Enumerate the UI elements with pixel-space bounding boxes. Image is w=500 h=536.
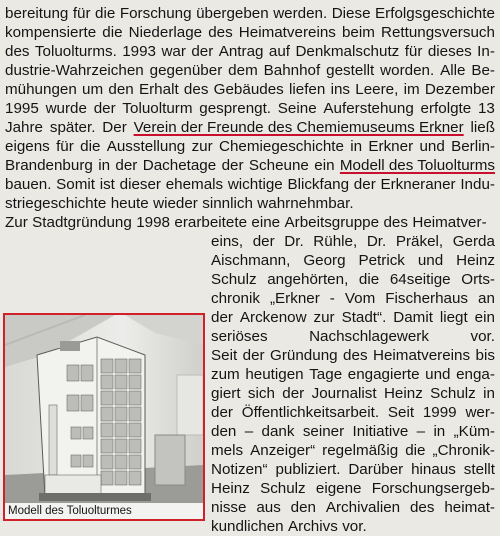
word: zum: [211, 366, 240, 383]
word: werden.: [273, 5, 328, 22]
word: später.: [49, 119, 96, 136]
word: dieser: [119, 176, 161, 193]
word: und: [419, 138, 445, 155]
word: sich: [247, 385, 275, 402]
word: die: [95, 5, 116, 22]
word: Be-: [471, 62, 495, 79]
word: Arckenow: [239, 309, 307, 326]
word: „Chronik-: [432, 442, 495, 459]
word: Schulz: [260, 480, 306, 497]
word: Denkmalschutz: [295, 43, 400, 60]
text-line: [5, 42, 495, 61]
word: übergeben: [196, 5, 269, 22]
word: Alle: [440, 62, 466, 79]
word: in: [98, 157, 111, 174]
figure-caption: Modell des Toluolturmes: [5, 503, 203, 519]
word: Notizen“: [211, 461, 268, 478]
text-line: [211, 498, 495, 517]
word: ist: [99, 176, 115, 193]
word: wahrnehmbar.: [257, 195, 354, 212]
word: liefen: [289, 81, 326, 98]
word: -: [329, 290, 335, 307]
word: Tage: [309, 366, 343, 383]
word: des: [409, 499, 435, 516]
word: Archivs: [288, 518, 338, 535]
word: und: [417, 252, 444, 269]
word: eine: [251, 214, 281, 231]
word: vor.: [470, 328, 495, 345]
text-line: [211, 460, 495, 479]
word: Scheune: [248, 157, 309, 174]
word: heimat-: [444, 499, 495, 516]
word: Rühle,: [313, 233, 358, 250]
word: Aischmann,: [211, 252, 291, 269]
word: gesprengt.: [199, 100, 272, 117]
text-line: [211, 365, 495, 384]
word: der: [242, 347, 265, 364]
word: kundlichen: [211, 518, 284, 535]
word: des: [183, 81, 209, 98]
word: Niederlage: [128, 24, 203, 41]
word: und: [425, 366, 451, 383]
word: „Erkner: [269, 290, 320, 307]
word: giert: [211, 385, 241, 402]
word: in: [433, 423, 446, 440]
word: Blickfang: [287, 176, 350, 193]
word: der: [353, 176, 376, 193]
word: Chemiegeschichte: [218, 138, 344, 155]
word: Rettungsversuch: [380, 24, 495, 41]
word: –: [416, 423, 426, 440]
word: den: [108, 81, 134, 98]
word: Brandenburg: [5, 157, 93, 174]
word: der: [115, 157, 138, 174]
word: mühungen: [5, 81, 77, 98]
word: zur: [313, 309, 335, 326]
figure-tower-model: [3, 313, 205, 521]
word: der: [211, 309, 233, 326]
word: gestellt: [326, 62, 375, 79]
text-line: [5, 23, 495, 42]
word: heutigen: [245, 366, 304, 383]
word: für: [72, 5, 91, 22]
highlighted-phrase: Modell des Toluolturms: [339, 157, 495, 174]
word: Präkel,: [395, 233, 444, 250]
word: ehemals: [165, 176, 224, 193]
word: ein: [314, 157, 335, 174]
word: die: [102, 24, 123, 41]
word: wurde: [45, 100, 87, 117]
text-line: [211, 289, 495, 308]
word: sinnlich: [202, 195, 253, 212]
text-line: [211, 517, 495, 536]
word: Initiative: [352, 423, 409, 440]
word: seriöses: [211, 328, 268, 345]
word: bauen.: [5, 176, 52, 193]
word: die: [358, 271, 380, 288]
text-line: [211, 232, 495, 251]
word: dieses: [427, 43, 472, 60]
word: mels: [211, 442, 244, 459]
word: Toluolturm: [122, 100, 193, 117]
word: worden.: [380, 62, 435, 79]
word: ins: [330, 81, 350, 98]
text-line: [211, 441, 495, 460]
word: Erhalt: [138, 81, 179, 98]
word: eigens: [5, 138, 50, 155]
word: Heimatvereins: [373, 347, 471, 364]
word: Zur: [5, 214, 28, 231]
word: des: [343, 347, 368, 364]
word: erfolgte: [420, 100, 472, 117]
text-line: [5, 137, 495, 156]
word: Orts-: [461, 271, 495, 288]
word: liegt: [439, 309, 468, 326]
word: auf: [268, 43, 291, 60]
word: Fischerhaus: [385, 290, 469, 307]
word: Jahre: [5, 119, 43, 136]
word: Anzeiger“: [250, 442, 316, 459]
word: hinaus: [411, 461, 456, 478]
word: der: [93, 100, 116, 117]
word: Damit: [393, 309, 433, 326]
word: Ausstellung: [106, 138, 186, 155]
word: Antrag: [218, 43, 264, 60]
word: ein: [474, 309, 495, 326]
word: Georg: [303, 252, 346, 269]
word: Schulz: [430, 385, 476, 402]
word: chronik: [211, 290, 260, 307]
word: kompensierte: [5, 24, 97, 41]
word: Petrick: [358, 252, 405, 269]
word: Dr.: [284, 233, 304, 250]
word: 1993: [122, 43, 157, 60]
word: ließ: [470, 119, 495, 136]
word: gegenüber: [149, 62, 223, 79]
word: 1998: [136, 214, 171, 231]
word: in: [483, 385, 495, 402]
word: dem: [228, 62, 258, 79]
word: Leere,: [355, 81, 399, 98]
word: nisse: [211, 499, 247, 516]
word: in: [350, 138, 363, 155]
word: im: [403, 81, 420, 98]
word: der: [191, 43, 214, 60]
highlighted-phrase: Verein der Freunde des Chemiemuseums Erkner: [133, 119, 464, 136]
word: Dezember: [424, 81, 495, 98]
word: regelmäßig: [322, 442, 399, 459]
word: stellt: [463, 461, 495, 478]
word: Auferstehung: [323, 100, 414, 117]
word: Heimatver-: [412, 214, 487, 231]
word: Archivalien: [325, 499, 401, 516]
word: Dachetage: [142, 157, 217, 174]
text-line: [211, 251, 495, 270]
word: publiziert.: [275, 461, 341, 478]
word: war: [161, 43, 186, 60]
word: heute: [110, 195, 149, 212]
word: Schulz: [211, 271, 257, 288]
word: Erkneraner: [380, 176, 456, 193]
word: aus: [256, 499, 281, 516]
word: der: [282, 385, 305, 402]
word: Berlin-: [451, 138, 495, 155]
word: Erfolgsgeschichte: [375, 5, 495, 22]
text-line: [5, 4, 495, 23]
text-line: [211, 479, 495, 498]
word: angehörten,: [267, 271, 349, 288]
word: wichtige: [227, 176, 283, 193]
word: zur: [191, 138, 213, 155]
word: bis: [475, 347, 495, 364]
word: bereitung: [5, 5, 69, 22]
word: Forschung: [119, 5, 192, 22]
word: Gebäudes: [213, 81, 284, 98]
word: Heinz: [211, 480, 250, 497]
word: 1995: [5, 100, 39, 117]
word: Bahnhof: [263, 62, 321, 79]
word: 1999: [422, 404, 457, 421]
word: striegeschichte: [5, 195, 107, 212]
word: Dr.: [366, 233, 387, 250]
word: den: [211, 423, 237, 440]
word: Erkner: [368, 138, 414, 155]
word: die: [405, 442, 426, 459]
word: des: [208, 24, 233, 41]
word: um: [82, 81, 104, 98]
word: für: [404, 43, 423, 60]
text-line: [211, 308, 495, 327]
word: den: [290, 499, 316, 516]
text-line: [5, 61, 495, 80]
text-line: [211, 327, 495, 346]
tower-model-photo: [5, 315, 203, 503]
word: Gerda: [452, 233, 495, 250]
word: dustrie-Wahrzeichen: [5, 62, 144, 79]
word: Gründung: [270, 347, 338, 364]
word: Arbeitsgruppe: [284, 214, 380, 231]
word: In-: [477, 43, 495, 60]
word: der: [221, 157, 244, 174]
word: Seine: [277, 100, 317, 117]
text-line: [5, 194, 495, 213]
word: Toluolturms.: [34, 43, 117, 60]
word: der: [252, 233, 275, 250]
word: Diese: [331, 5, 371, 22]
word: Vom: [344, 290, 376, 307]
word: Heinz: [383, 385, 423, 402]
word: Somit: [56, 176, 95, 193]
word: „Küm-: [453, 423, 495, 440]
word: wieder: [153, 195, 198, 212]
word: beim: [341, 24, 375, 41]
text-line: [211, 384, 495, 403]
word: Stadt“.: [341, 309, 387, 326]
word: vor.: [342, 518, 367, 535]
word: enga-: [456, 366, 495, 383]
word: des: [383, 214, 408, 231]
word: Öffentlichkeitsarbeit.: [241, 404, 380, 421]
text-line: [211, 422, 495, 441]
word: Heimatvereins: [238, 24, 336, 41]
text-line: [211, 403, 495, 422]
word: Stadtgründung: [32, 214, 132, 231]
word: erarbeitete: [174, 214, 248, 231]
word: 64seitige: [389, 271, 451, 288]
word: Indu-: [460, 176, 495, 193]
text-line: [5, 213, 495, 232]
text-line: [211, 346, 495, 365]
text-line: [5, 118, 495, 137]
text-line: [5, 80, 495, 99]
word: des: [5, 43, 30, 60]
word: 13: [477, 100, 495, 117]
word: Heinz: [456, 252, 495, 269]
word: seiner: [302, 423, 345, 440]
word: eigene: [315, 480, 362, 497]
word: Seit: [211, 347, 238, 364]
word: der: [211, 404, 233, 421]
word: Forschungsergeb-: [371, 480, 495, 497]
word: Journalist: [311, 385, 377, 402]
word: Seit: [387, 404, 415, 421]
word: wer-: [465, 404, 495, 421]
word: die: [80, 138, 101, 155]
text-line: [5, 175, 495, 194]
word: –: [244, 423, 254, 440]
text-line: [5, 156, 495, 175]
word: Nachschlagewerk: [309, 328, 429, 345]
word: an: [478, 290, 495, 307]
word: Der: [102, 119, 127, 136]
word: dank: [261, 423, 295, 440]
word: Darüber: [348, 461, 404, 478]
word: für: [56, 138, 74, 155]
text-line: [5, 99, 495, 118]
word: eins,: [211, 233, 244, 250]
text-line: [211, 270, 495, 289]
word: engagierte: [347, 366, 420, 383]
